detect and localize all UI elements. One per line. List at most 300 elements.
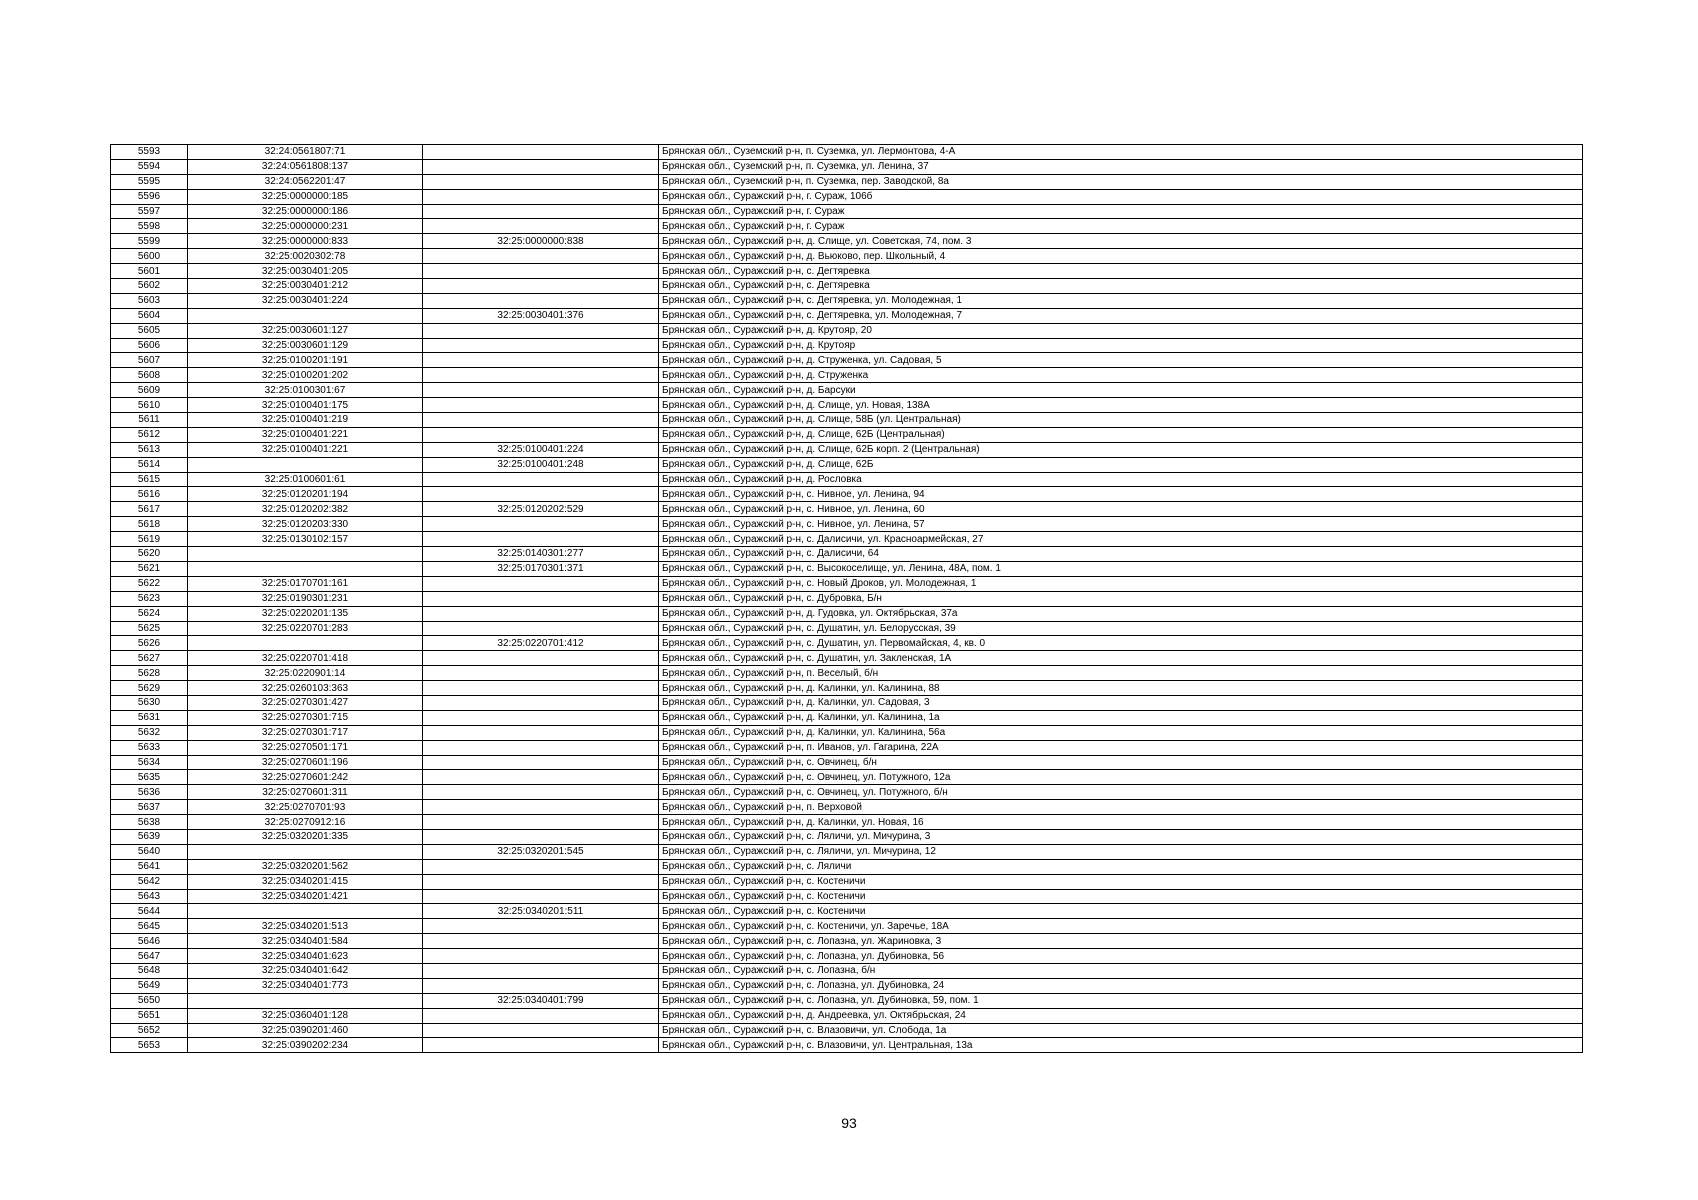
cadastral-number-cell <box>188 308 423 323</box>
cadastral-number-cell: 32:25:0340401:584 <box>188 934 423 949</box>
cadastral-number-cell: 32:25:0260103:363 <box>188 681 423 696</box>
cadastral-number-cell: 32:25:0340201:421 <box>188 889 423 904</box>
address-cell: Брянская обл., Суражский р-н, с. Ляличи <box>659 859 1583 874</box>
cadastral-number-cell: 32:25:0190301:231 <box>188 591 423 606</box>
cadastral-number-cell: 32:25:0100401:221 <box>188 427 423 442</box>
table-row <box>111 204 1583 219</box>
row-number-cell: 5614 <box>111 457 188 472</box>
address-cell: Брянская обл., Суражский р-н, с. Дегтяревка <box>659 264 1583 279</box>
table-row <box>111 308 1583 323</box>
row-number-cell: 5598 <box>111 219 188 234</box>
row-number-cell: 5620 <box>111 547 188 562</box>
linked-cadastral-number-cell <box>423 517 659 532</box>
address-cell: Брянская обл., Суражский р-н, д. Андреевка, ул. Октябрьская, 24 <box>659 1008 1583 1023</box>
table-row <box>111 755 1583 770</box>
table-row <box>111 1038 1583 1053</box>
table-row <box>111 1023 1583 1038</box>
address-cell: Брянская обл., Суражский р-н, д. Калинки, ул. Калинина, 56а <box>659 725 1583 740</box>
cadastral-number-cell: 32:25:0030601:127 <box>188 323 423 338</box>
row-number-cell: 5622 <box>111 576 188 591</box>
table-row <box>111 725 1583 740</box>
cadastral-number-cell: 32:25:0000000:833 <box>188 234 423 249</box>
linked-cadastral-number-cell <box>423 770 659 785</box>
address-cell: Брянская обл., Суражский р-н, д. Калинки, ул. Калинина, 88 <box>659 681 1583 696</box>
linked-cadastral-number-cell: 32:25:0320201:545 <box>423 844 659 859</box>
linked-cadastral-number-cell <box>423 323 659 338</box>
table-row <box>111 576 1583 591</box>
address-cell: Брянская обл., Суражский р-н, с. Ляличи, ул. Мичурина, 12 <box>659 844 1583 859</box>
table-row <box>111 621 1583 636</box>
address-cell: Брянская обл., Суземский р-н, п. Суземка, пер. Заводской, 8а <box>659 174 1583 189</box>
linked-cadastral-number-cell <box>423 621 659 636</box>
table-row <box>111 874 1583 889</box>
address-cell: Брянская обл., Суражский р-н, с. Костеничи, ул. Заречье, 18А <box>659 919 1583 934</box>
linked-cadastral-number-cell: 32:25:0220701:412 <box>423 636 659 651</box>
cadastral-number-cell: 32:25:0100401:221 <box>188 442 423 457</box>
table-row <box>111 681 1583 696</box>
linked-cadastral-number-cell: 32:25:0140301:277 <box>423 547 659 562</box>
cadastral-number-cell: 32:25:0120203:330 <box>188 517 423 532</box>
cadastral-number-cell: 32:25:0220701:418 <box>188 651 423 666</box>
linked-cadastral-number-cell <box>423 666 659 681</box>
table-row <box>111 710 1583 725</box>
cadastral-number-cell: 32:25:0390201:460 <box>188 1023 423 1038</box>
table-row <box>111 993 1583 1008</box>
row-number-cell: 5615 <box>111 472 188 487</box>
table-row <box>111 457 1583 472</box>
linked-cadastral-number-cell <box>423 264 659 279</box>
linked-cadastral-number-cell <box>423 353 659 368</box>
table-row <box>111 547 1583 562</box>
cadastral-number-cell: 32:25:0390202:234 <box>188 1038 423 1053</box>
linked-cadastral-number-cell <box>423 815 659 830</box>
row-number-cell: 5607 <box>111 353 188 368</box>
address-cell: Брянская обл., Суражский р-н, с. Дубровка, Б/н <box>659 591 1583 606</box>
address-cell: Брянская обл., Суражский р-н, с. Далисичи, ул. Красноармейская, 27 <box>659 532 1583 547</box>
address-cell: Брянская обл., Суражский р-н, д. Слище, 62Б (Центральная) <box>659 427 1583 442</box>
address-cell: Брянская обл., Суземский р-н, п. Суземка, ул. Ленина, 37 <box>659 159 1583 174</box>
cadastral-number-cell: 32:24:0561807:71 <box>188 145 423 160</box>
row-number-cell: 5613 <box>111 442 188 457</box>
cadastral-number-cell: 32:25:0120202:382 <box>188 502 423 517</box>
row-number-cell: 5647 <box>111 949 188 964</box>
cadastral-number-cell <box>188 457 423 472</box>
cadastral-number-cell: 32:25:0100401:219 <box>188 413 423 428</box>
cadastral-number-cell: 32:25:0120201:194 <box>188 487 423 502</box>
row-number-cell: 5594 <box>111 159 188 174</box>
row-number-cell: 5617 <box>111 502 188 517</box>
table-row <box>111 264 1583 279</box>
cadastral-number-cell: 32:25:0100401:175 <box>188 398 423 413</box>
row-number-cell: 5618 <box>111 517 188 532</box>
cadastral-number-cell <box>188 547 423 562</box>
row-number-cell: 5595 <box>111 174 188 189</box>
row-number-cell: 5629 <box>111 681 188 696</box>
address-cell: Брянская обл., Суражский р-н, д. Калинки, ул. Калинина, 1а <box>659 710 1583 725</box>
address-cell: Брянская обл., Суражский р-н, г. Сураж <box>659 204 1583 219</box>
table-row <box>111 353 1583 368</box>
page-number: 93 <box>841 1115 857 1131</box>
address-cell: Брянская обл., Суземский р-н, п. Суземка, ул. Лермонтова, 4-А <box>659 145 1583 160</box>
address-cell: Брянская обл., Суражский р-н, с. Лопазна, б/н <box>659 963 1583 978</box>
address-cell: Брянская обл., Суражский р-н, д. Гудовка, ул. Октябрьская, 37а <box>659 606 1583 621</box>
address-cell: Брянская обл., Суражский р-н, с. Душатин, ул. Первомайская, 4, кв. 0 <box>659 636 1583 651</box>
row-number-cell: 5635 <box>111 770 188 785</box>
cadastral-number-cell: 32:25:0000000:186 <box>188 204 423 219</box>
linked-cadastral-number-cell <box>423 532 659 547</box>
cadastral-number-cell: 32:25:0000000:231 <box>188 219 423 234</box>
linked-cadastral-number-cell <box>423 413 659 428</box>
address-cell: Брянская обл., Суражский р-н, д. Слище, 58Б (ул. Центральная) <box>659 413 1583 428</box>
row-number-cell: 5645 <box>111 919 188 934</box>
linked-cadastral-number-cell <box>423 189 659 204</box>
linked-cadastral-number-cell <box>423 293 659 308</box>
address-cell: Брянская обл., Суражский р-н, г. Сураж <box>659 219 1583 234</box>
address-cell: Брянская обл., Суражский р-н, п. Иванов, ул. Гагарина, 22А <box>659 740 1583 755</box>
address-cell: Брянская обл., Суражский р-н, с. Нивное, ул. Ленина, 57 <box>659 517 1583 532</box>
row-number-cell: 5601 <box>111 264 188 279</box>
table-row <box>111 561 1583 576</box>
table-row <box>111 368 1583 383</box>
linked-cadastral-number-cell <box>423 383 659 398</box>
row-number-cell: 5653 <box>111 1038 188 1053</box>
table-row <box>111 234 1583 249</box>
cadastral-number-cell: 32:25:0030401:205 <box>188 264 423 279</box>
table-row <box>111 919 1583 934</box>
registry-table-body <box>111 145 1583 1053</box>
linked-cadastral-number-cell: 32:25:0100401:248 <box>423 457 659 472</box>
table-row <box>111 323 1583 338</box>
row-number-cell: 5602 <box>111 279 188 294</box>
address-cell: Брянская обл., Суражский р-н, п. Веселый, б/н <box>659 666 1583 681</box>
table-row <box>111 829 1583 844</box>
row-number-cell: 5596 <box>111 189 188 204</box>
row-number-cell: 5632 <box>111 725 188 740</box>
row-number-cell: 5649 <box>111 978 188 993</box>
table-row <box>111 383 1583 398</box>
address-cell: Брянская обл., Суражский р-н, с. Влазовичи, ул. Слобода, 1а <box>659 1023 1583 1038</box>
address-cell: Брянская обл., Суражский р-н, с. Дегтяревка <box>659 279 1583 294</box>
address-cell: Брянская обл., Суражский р-н, с. Ляличи, ул. Мичурина, 3 <box>659 829 1583 844</box>
cadastral-number-cell: 32:25:0130102:157 <box>188 532 423 547</box>
row-number-cell: 5611 <box>111 413 188 428</box>
address-cell: Брянская обл., Суражский р-н, с. Овчинец, ул. Потужного, б/н <box>659 785 1583 800</box>
linked-cadastral-number-cell <box>423 755 659 770</box>
address-cell: Брянская обл., Суражский р-н, д. Калинки, ул. Новая, 16 <box>659 815 1583 830</box>
table-row <box>111 472 1583 487</box>
cadastral-number-cell: 32:25:0220201:135 <box>188 606 423 621</box>
linked-cadastral-number-cell: 32:25:0000000:838 <box>423 234 659 249</box>
row-number-cell: 5634 <box>111 755 188 770</box>
address-cell: Брянская обл., Суражский р-н, д. Слище, ул. Советская, 74, пом. 3 <box>659 234 1583 249</box>
cadastral-number-cell: 32:25:0340201:415 <box>188 874 423 889</box>
table-row <box>111 591 1583 606</box>
table-row <box>111 978 1583 993</box>
linked-cadastral-number-cell <box>423 874 659 889</box>
row-number-cell: 5642 <box>111 874 188 889</box>
linked-cadastral-number-cell <box>423 606 659 621</box>
table-row <box>111 934 1583 949</box>
cadastral-number-cell: 32:25:0270601:196 <box>188 755 423 770</box>
table-row <box>111 517 1583 532</box>
linked-cadastral-number-cell <box>423 949 659 964</box>
linked-cadastral-number-cell <box>423 785 659 800</box>
linked-cadastral-number-cell <box>423 1038 659 1053</box>
address-cell: Брянская обл., Суражский р-н, с. Костеничи <box>659 904 1583 919</box>
table-row <box>111 279 1583 294</box>
address-cell: Брянская обл., Суражский р-н, д. Слище, ул. Новая, 138А <box>659 398 1583 413</box>
row-number-cell: 5648 <box>111 963 188 978</box>
row-number-cell: 5633 <box>111 740 188 755</box>
row-number-cell: 5639 <box>111 829 188 844</box>
linked-cadastral-number-cell <box>423 338 659 353</box>
table-row <box>111 487 1583 502</box>
row-number-cell: 5643 <box>111 889 188 904</box>
linked-cadastral-number-cell <box>423 695 659 710</box>
cadastral-number-cell: 32:24:0561808:137 <box>188 159 423 174</box>
linked-cadastral-number-cell: 32:25:0100401:224 <box>423 442 659 457</box>
table-row <box>111 695 1583 710</box>
linked-cadastral-number-cell: 32:25:0120202:529 <box>423 502 659 517</box>
table-row <box>111 904 1583 919</box>
table-row <box>111 413 1583 428</box>
cadastral-number-cell: 32:25:0100601:61 <box>188 472 423 487</box>
row-number-cell: 5624 <box>111 606 188 621</box>
table-row <box>111 949 1583 964</box>
linked-cadastral-number-cell <box>423 279 659 294</box>
linked-cadastral-number-cell <box>423 159 659 174</box>
row-number-cell: 5638 <box>111 815 188 830</box>
cadastral-number-cell: 32:25:0270301:715 <box>188 710 423 725</box>
table-row <box>111 293 1583 308</box>
address-cell: Брянская обл., Суражский р-н, д. Крутояр <box>659 338 1583 353</box>
table-row <box>111 651 1583 666</box>
row-number-cell: 5625 <box>111 621 188 636</box>
row-number-cell: 5597 <box>111 204 188 219</box>
address-cell: Брянская обл., Суражский р-н, г. Сураж, 106б <box>659 189 1583 204</box>
linked-cadastral-number-cell <box>423 934 659 949</box>
row-number-cell: 5608 <box>111 368 188 383</box>
linked-cadastral-number-cell <box>423 740 659 755</box>
table-row <box>111 219 1583 234</box>
row-number-cell: 5650 <box>111 993 188 1008</box>
table-row <box>111 189 1583 204</box>
linked-cadastral-number-cell: 32:25:0340401:799 <box>423 993 659 1008</box>
row-number-cell: 5600 <box>111 249 188 264</box>
address-cell: Брянская обл., Суражский р-н, с. Овчинец, ул. Потужного, 12а <box>659 770 1583 785</box>
table-row <box>111 606 1583 621</box>
cadastral-number-cell: 32:25:0270501:171 <box>188 740 423 755</box>
linked-cadastral-number-cell <box>423 963 659 978</box>
linked-cadastral-number-cell <box>423 472 659 487</box>
row-number-cell: 5644 <box>111 904 188 919</box>
table-row <box>111 427 1583 442</box>
row-number-cell: 5609 <box>111 383 188 398</box>
linked-cadastral-number-cell: 32:25:0340201:511 <box>423 904 659 919</box>
row-number-cell: 5593 <box>111 145 188 160</box>
cadastral-number-cell <box>188 636 423 651</box>
row-number-cell: 5606 <box>111 338 188 353</box>
address-cell: Брянская обл., Суражский р-н, с. Лопазна, ул. Дубиновка, 24 <box>659 978 1583 993</box>
table-row <box>111 800 1583 815</box>
linked-cadastral-number-cell <box>423 978 659 993</box>
address-cell: Брянская обл., Суражский р-н, с. Костеничи <box>659 889 1583 904</box>
address-cell: Брянская обл., Суражский р-н, с. Дегтяревка, ул. Молодежная, 1 <box>659 293 1583 308</box>
cadastral-number-cell: 32:25:0320201:562 <box>188 859 423 874</box>
row-number-cell: 5641 <box>111 859 188 874</box>
address-cell: Брянская обл., Суражский р-н, с. Влазовичи, ул. Центральная, 13а <box>659 1038 1583 1053</box>
row-number-cell: 5630 <box>111 695 188 710</box>
row-number-cell: 5646 <box>111 934 188 949</box>
address-cell: Брянская обл., Суражский р-н, с. Нивное, ул. Ленина, 94 <box>659 487 1583 502</box>
address-cell: Брянская обл., Суражский р-н, д. Крутояр, 20 <box>659 323 1583 338</box>
address-cell: Брянская обл., Суражский р-н, д. Струженка, ул. Садовая, 5 <box>659 353 1583 368</box>
linked-cadastral-number-cell <box>423 710 659 725</box>
row-number-cell: 5603 <box>111 293 188 308</box>
cadastral-number-cell: 32:25:0270601:242 <box>188 770 423 785</box>
address-cell: Брянская обл., Суражский р-н, д. Рословка <box>659 472 1583 487</box>
table-row <box>111 963 1583 978</box>
table-row <box>111 398 1583 413</box>
address-cell: Брянская обл., Суражский р-н, с. Новый Дроков, ул. Молодежная, 1 <box>659 576 1583 591</box>
linked-cadastral-number-cell <box>423 249 659 264</box>
linked-cadastral-number-cell <box>423 576 659 591</box>
row-number-cell: 5621 <box>111 561 188 576</box>
address-cell: Брянская обл., Суражский р-н, с. Лопазна, ул. Дубиновка, 59, пом. 1 <box>659 993 1583 1008</box>
cadastral-number-cell: 32:25:0030401:212 <box>188 279 423 294</box>
address-cell: Брянская обл., Суражский р-н, с. Лопазна, ул. Дубиновка, 56 <box>659 949 1583 964</box>
table-row <box>111 889 1583 904</box>
cadastral-number-cell <box>188 561 423 576</box>
linked-cadastral-number-cell <box>423 174 659 189</box>
row-number-cell: 5616 <box>111 487 188 502</box>
linked-cadastral-number-cell <box>423 1023 659 1038</box>
cadastral-number-cell: 32:25:0030401:224 <box>188 293 423 308</box>
address-cell: Брянская обл., Суражский р-н, с. Дегтяревка, ул. Молодежная, 7 <box>659 308 1583 323</box>
linked-cadastral-number-cell <box>423 145 659 160</box>
table-row <box>111 532 1583 547</box>
cadastral-number-cell: 32:25:0270912:16 <box>188 815 423 830</box>
table-row <box>111 785 1583 800</box>
address-cell: Брянская обл., Суражский р-н, д. Слище, 62Б корп. 2 (Центральная) <box>659 442 1583 457</box>
cadastral-number-cell: 32:25:0000000:185 <box>188 189 423 204</box>
linked-cadastral-number-cell <box>423 889 659 904</box>
linked-cadastral-number-cell <box>423 368 659 383</box>
row-number-cell: 5651 <box>111 1008 188 1023</box>
cadastral-number-cell: 32:25:0220901:14 <box>188 666 423 681</box>
linked-cadastral-number-cell <box>423 591 659 606</box>
table-row <box>111 844 1583 859</box>
row-number-cell: 5623 <box>111 591 188 606</box>
table-row <box>111 145 1583 160</box>
cadastral-number-cell: 32:25:0340401:773 <box>188 978 423 993</box>
cadastral-number-cell: 32:25:0100201:202 <box>188 368 423 383</box>
cadastral-number-cell <box>188 993 423 1008</box>
row-number-cell: 5631 <box>111 710 188 725</box>
table-row <box>111 770 1583 785</box>
cadastral-number-cell <box>188 904 423 919</box>
address-cell: Брянская обл., Суражский р-н, д. Слище, 62Б <box>659 457 1583 472</box>
table-row <box>111 859 1583 874</box>
address-cell: Брянская обл., Суражский р-н, с. Далисичи, 64 <box>659 547 1583 562</box>
address-cell: Брянская обл., Суражский р-н, с. Костеничи <box>659 874 1583 889</box>
table-row <box>111 338 1583 353</box>
table-row <box>111 666 1583 681</box>
row-number-cell: 5619 <box>111 532 188 547</box>
linked-cadastral-number-cell <box>423 1008 659 1023</box>
row-number-cell: 5605 <box>111 323 188 338</box>
cadastral-number-cell: 32:25:0020302:78 <box>188 249 423 264</box>
row-number-cell: 5599 <box>111 234 188 249</box>
cadastral-number-cell: 32:25:0270301:717 <box>188 725 423 740</box>
cadastral-number-cell: 32:25:0340401:642 <box>188 963 423 978</box>
table-row <box>111 740 1583 755</box>
address-cell: Брянская обл., Суражский р-н, с. Нивное, ул. Ленина, 60 <box>659 502 1583 517</box>
row-number-cell: 5636 <box>111 785 188 800</box>
address-cell: Брянская обл., Суражский р-н, д. Струженка <box>659 368 1583 383</box>
registry-table <box>110 144 1583 1053</box>
table-row <box>111 815 1583 830</box>
table-row <box>111 502 1583 517</box>
cadastral-number-cell <box>188 844 423 859</box>
row-number-cell: 5627 <box>111 651 188 666</box>
linked-cadastral-number-cell: 32:25:0170301:371 <box>423 561 659 576</box>
row-number-cell: 5604 <box>111 308 188 323</box>
row-number-cell: 5610 <box>111 398 188 413</box>
table-row <box>111 636 1583 651</box>
cadastral-number-cell: 32:25:0100201:191 <box>188 353 423 368</box>
table-row <box>111 159 1583 174</box>
linked-cadastral-number-cell <box>423 204 659 219</box>
cadastral-number-cell: 32:25:0270701:93 <box>188 800 423 815</box>
cadastral-number-cell: 32:25:0100301:67 <box>188 383 423 398</box>
linked-cadastral-number-cell <box>423 427 659 442</box>
table-row <box>111 442 1583 457</box>
cadastral-number-cell: 32:25:0270301:427 <box>188 695 423 710</box>
address-cell: Брянская обл., Суражский р-н, п. Верховой <box>659 800 1583 815</box>
address-cell: Брянская обл., Суражский р-н, д. Калинки, ул. Садовая, 3 <box>659 695 1583 710</box>
linked-cadastral-number-cell <box>423 651 659 666</box>
address-cell: Брянская обл., Суражский р-н, д. Вьюково, пер. Школьный, 4 <box>659 249 1583 264</box>
table-row <box>111 249 1583 264</box>
address-cell: Брянская обл., Суражский р-н, с. Высокоселище, ул. Ленина, 48А, пом. 1 <box>659 561 1583 576</box>
linked-cadastral-number-cell <box>423 725 659 740</box>
cadastral-number-cell: 32:25:0220701:283 <box>188 621 423 636</box>
row-number-cell: 5628 <box>111 666 188 681</box>
address-cell: Брянская обл., Суражский р-н, д. Барсуки <box>659 383 1583 398</box>
address-cell: Брянская обл., Суражский р-н, с. Душатин, ул. Закленская, 1А <box>659 651 1583 666</box>
linked-cadastral-number-cell <box>423 859 659 874</box>
linked-cadastral-number-cell <box>423 919 659 934</box>
table-row <box>111 1008 1583 1023</box>
cadastral-number-cell: 32:25:0360401:128 <box>188 1008 423 1023</box>
row-number-cell: 5652 <box>111 1023 188 1038</box>
cadastral-number-cell: 32:25:0270601:311 <box>188 785 423 800</box>
row-number-cell: 5640 <box>111 844 188 859</box>
linked-cadastral-number-cell: 32:25:0030401:376 <box>423 308 659 323</box>
table-row <box>111 174 1583 189</box>
cadastral-number-cell: 32:25:0320201:335 <box>188 829 423 844</box>
linked-cadastral-number-cell <box>423 681 659 696</box>
linked-cadastral-number-cell <box>423 487 659 502</box>
row-number-cell: 5626 <box>111 636 188 651</box>
row-number-cell: 5637 <box>111 800 188 815</box>
address-cell: Брянская обл., Суражский р-н, с. Овчинец, б/н <box>659 755 1583 770</box>
linked-cadastral-number-cell <box>423 829 659 844</box>
cadastral-number-cell: 32:25:0340401:623 <box>188 949 423 964</box>
cadastral-number-cell: 32:25:0030601:129 <box>188 338 423 353</box>
cadastral-number-cell: 32:25:0170701:161 <box>188 576 423 591</box>
